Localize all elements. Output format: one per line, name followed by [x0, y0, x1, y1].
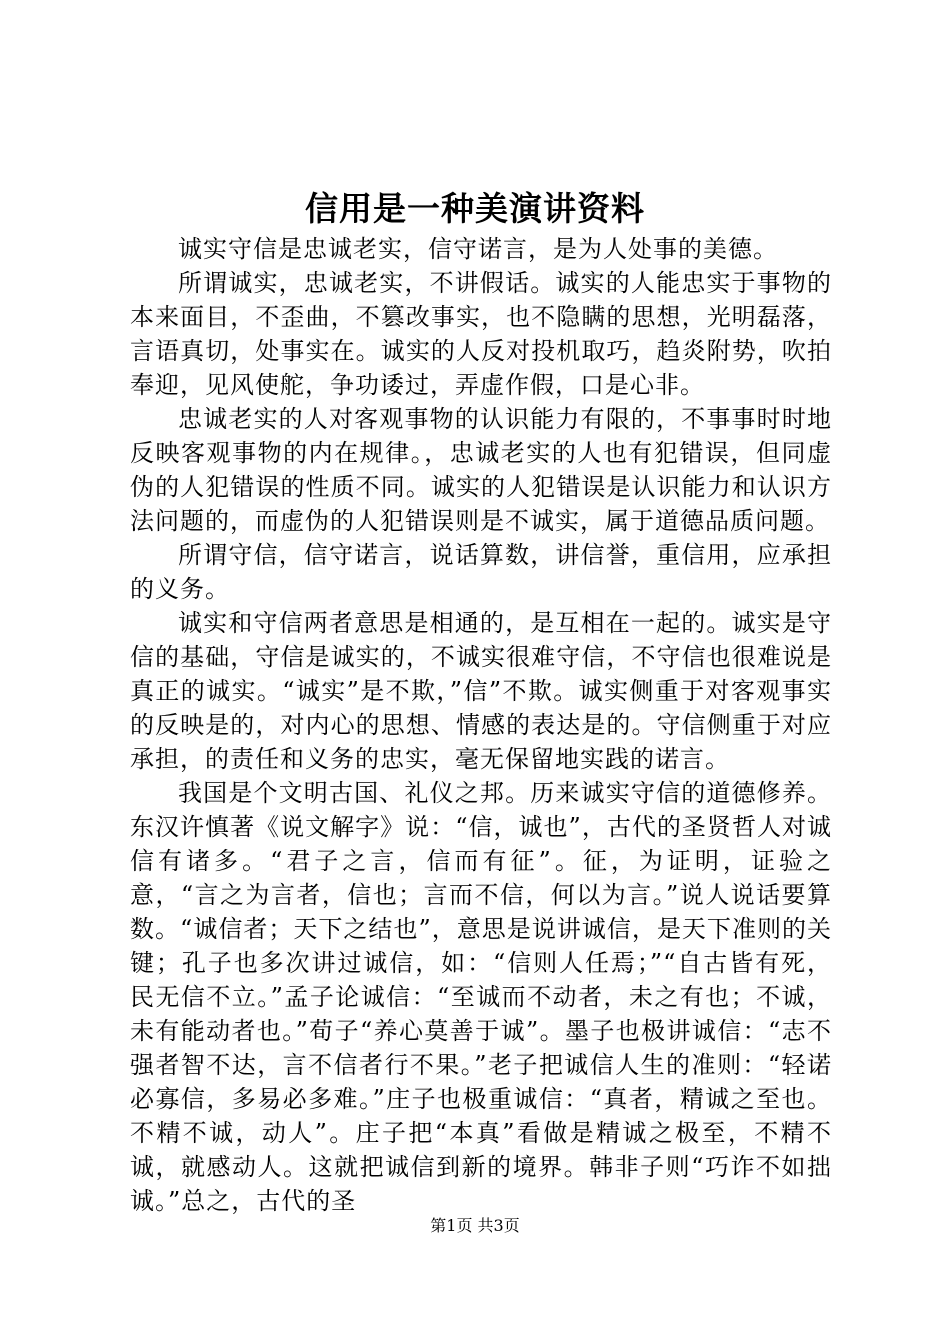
paragraph: 忠诚老实的人对客观事物的认识能力有限的，不事事时时地反映客观事物的内在规律。，忠诚老实的人也有犯错误，但同虚伪的人犯错误的性质不同。诚实的人犯错误是认识能力和认识方法问题的，而虚伪的人犯错误则是不诚实，属于道德品质问题。 — [130, 405, 832, 535]
paragraph: 诚实守信是忠诚老实，信守诺言，是为人处事的美德。 — [178, 235, 778, 263]
paragraph: 我国是个文明古国、礼仪之邦。历来诚实守信的道德修养。东汉许慎著《说文解字》说：“信，诚也”，古代的圣贤哲人对诚信有诸多。“君子之言，信而有征”。征，为证明，证验之意，“言之为言者，信也；言而不信，何以为言。”说人说话要算数。“诚信者；天下之结也”，意思是说讲诚信，是天下准则的关键；孔子也多次讲过诚信，如：“信则人任焉；”“自古皆有死，民无信不立。”孟子论诚信：“至诚而不动者，未之有也；不诚，未有能动者也。”荀子“养心莫善于诚”。墨子也极讲诚信：“志不强者智不达，言不信者行不果。”老子把诚信人生的准则：“轻诺必寡信，多易必多难。”庄子也极重诚信：“真者，精诚之至也。不精不诚，动人”。庄子把“本真”看做是精诚之极至，不精不诚，就感动人。这就把诚信到新的境界。韩非子则“巧诈不如拙诚。”总之，古代的圣 — [130, 779, 832, 1215]
page-footer: 第1页 共3页 — [430, 1216, 520, 1235]
paragraph: 所谓诚实，忠诚老实，不讲假话。诚实的人能忠实于事物的本来面目，不歪曲，不篡改事实，也不隐瞒的思想，光明磊落，言语真切，处事实在。诚实的人反对投机取巧，趋炎附势，吹拍奉迎，见风使舵，争功诿过，弄虚作假，口是心非。 — [130, 269, 832, 399]
paragraph: 所谓守信，信守诺言，说话算数，讲信誉，重信用，应承担的义务。 — [130, 541, 832, 603]
page-title: 信用是一种美演讲资料 — [305, 189, 645, 228]
paragraph: 诚实和守信两者意思是相通的，是互相在一起的。诚实是守信的基础，守信是诚实的，不诚实很难守信，不守信也很难说是真正的诚实。“诚实”是不欺，”信”不欺。诚实侧重于对客观事实的反映是的，对内心的思想、情感的表达是的。守信侧重于对应承担，的责任和义务的忠实，毫无保留地实践的诺言。 — [130, 609, 832, 773]
document-body — [130, 232, 832, 1218]
